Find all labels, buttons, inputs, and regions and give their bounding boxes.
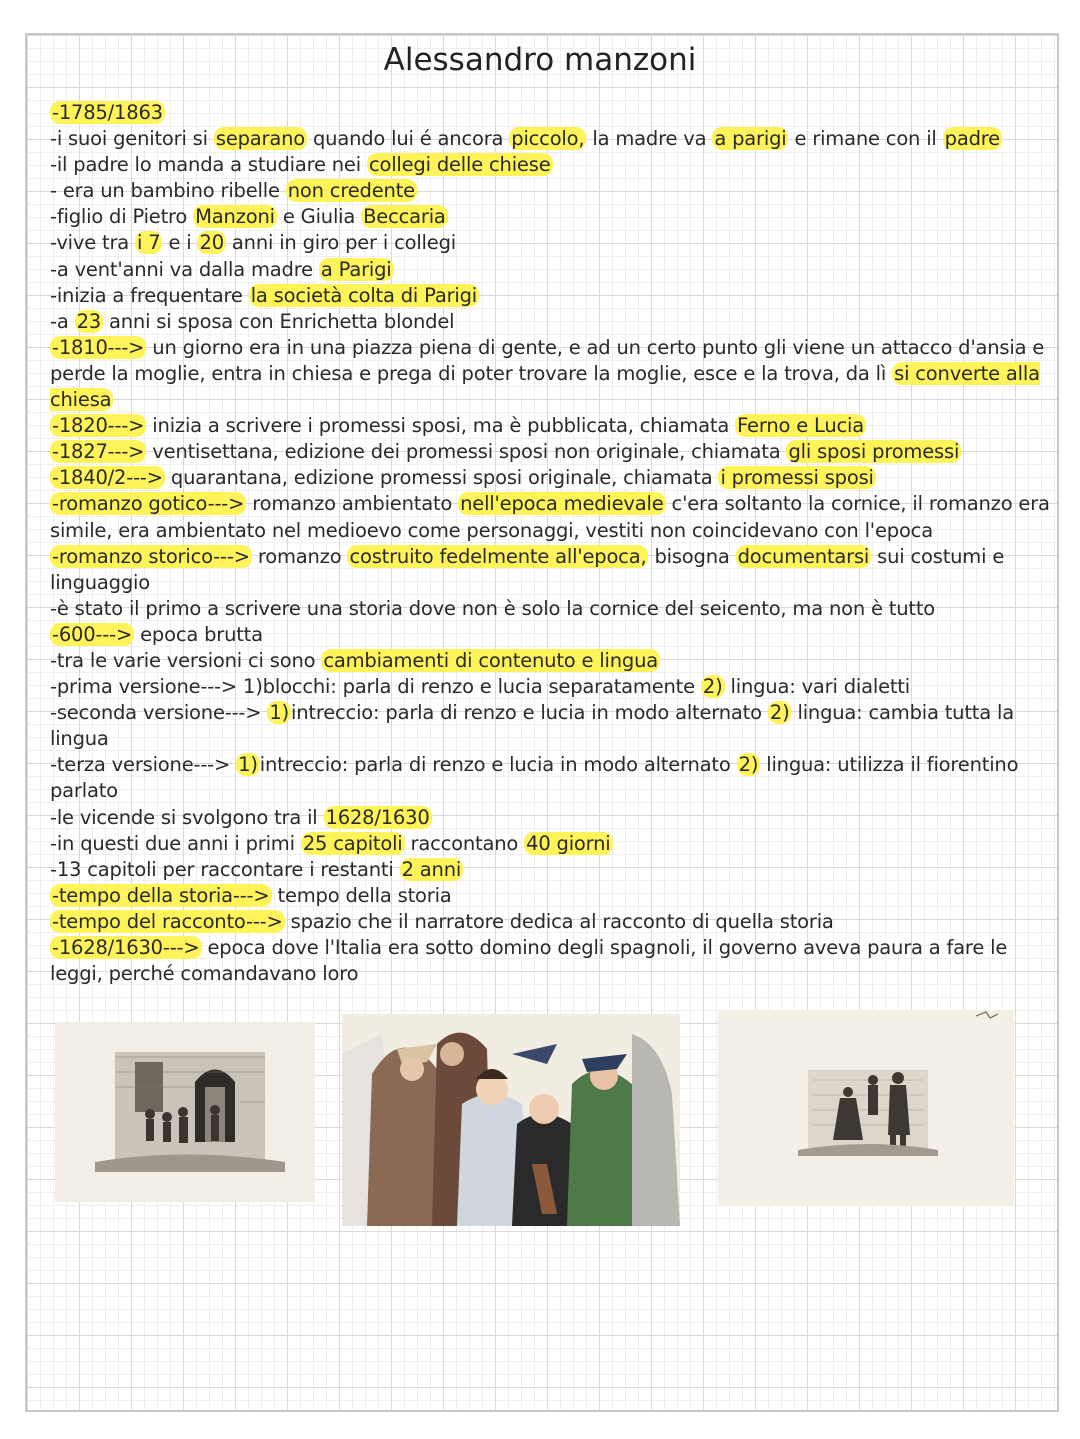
note-text: -terza versione--->	[50, 753, 237, 777]
note-line	[50, 100, 1050, 126]
note-line	[50, 178, 1050, 204]
note-line	[50, 152, 1050, 178]
note-text: intreccio: parla di renzo e lucia in modo alternato	[259, 753, 737, 777]
highlighted-text: padre	[944, 127, 1000, 151]
note-line	[50, 257, 1050, 283]
note-text: tempo della storia	[271, 883, 452, 907]
highlighted-text: -1840/2--->	[52, 466, 163, 490]
note-line	[50, 283, 1050, 309]
highlighted-text: 40 giorni	[526, 831, 611, 855]
highlighted-text: i promessi sposi	[720, 466, 874, 490]
note-text: ventisettana, edizione dei promessi sposi non originale, chiamata	[146, 440, 787, 464]
highlighted-text: 20	[199, 231, 224, 255]
note-text: la madre va	[586, 127, 713, 151]
note-line	[50, 857, 1050, 883]
highlighted-text: Beccaria	[363, 205, 446, 229]
engraving-street-scene-icon	[55, 1022, 315, 1202]
note-line	[50, 752, 1050, 804]
note-text: - era un bambino ribelle	[50, 179, 286, 203]
highlighted-text: -tempo del racconto--->	[52, 909, 283, 933]
highlighted-text: la società colta di Parigi	[250, 283, 478, 307]
illustration-watercolor-crowd	[342, 1014, 680, 1226]
highlighted-text: non credente	[287, 179, 415, 203]
note-line	[50, 700, 1050, 752]
highlighted-text: cambiamenti di contenuto e lingua	[323, 648, 658, 672]
note-text: -prima versione---> 1)blocchi: parla di renzo e lucia separatamente	[50, 675, 701, 699]
note-line	[50, 909, 1050, 935]
note-line	[50, 544, 1050, 596]
note-text: lingua: utilizza il fiorentino parlato	[50, 753, 1019, 803]
note-line	[50, 648, 1050, 674]
note-line	[50, 805, 1050, 831]
note-line	[50, 465, 1050, 491]
illustration-couple-scene	[718, 1010, 1014, 1206]
note-text: inizia a scrivere i promessi sposi, ma è pubblicata, chiamata	[146, 414, 736, 438]
note-text: -13 capitoli per raccontare i restanti	[50, 857, 400, 881]
note-line	[50, 230, 1050, 256]
highlighted-text: separano	[215, 127, 305, 151]
note-text: -i suoi genitori si	[50, 127, 214, 151]
note-text: romanzo ambientato	[246, 492, 459, 516]
highlighted-text: -1820--->	[52, 414, 145, 438]
note-text: -è stato il primo a scrivere una storia dove non è solo la cornice del seicento, ma non è tutto	[50, 596, 936, 620]
note-text: c'era soltanto la cornice, il romanzo era simile, era ambientato nel medioevo come personaggi, vestiti non coincidevano con l'epoca	[50, 492, 1050, 542]
note-text: epoca dove l'Italia era sotto domino degli spagnoli, il governo aveva paura a fare le leggi, perché comandavano loro	[50, 936, 1008, 986]
note-text: quando lui é ancora	[307, 127, 510, 151]
highlighted-text: 2 anni	[401, 857, 462, 881]
highlighted-text: documentarsi	[737, 544, 870, 568]
note-text: un giorno era in una piazza piena di gente, e ad un certo punto gli viene un attacco d'ansia e perde la moglie, entra in chiesa e prega di poter trovare la moglie, esce e la trova, da lì	[50, 335, 1045, 385]
note-line	[50, 622, 1050, 648]
note-text: -inizia a frequentare	[50, 283, 249, 307]
note-text: sui costumi e linguaggio	[50, 544, 1005, 594]
highlighted-text: -1628/1630--->	[52, 936, 200, 959]
note-text: -a vent'anni va dalla madre	[50, 257, 319, 281]
watercolor-crowd-icon	[342, 1014, 680, 1226]
highlighted-text: nell'epoca medievale	[460, 492, 664, 516]
note-line	[50, 491, 1050, 543]
note-text: -tra le varie versioni ci sono	[50, 648, 322, 672]
highlighted-text: collegi delle chiese	[368, 153, 551, 177]
note-text: raccontano	[404, 831, 525, 855]
note-text: anni in giro per i collegi	[225, 231, 456, 255]
highlighted-text: 2)	[769, 701, 790, 725]
highlighted-text: piccolo,	[511, 127, 585, 151]
highlighted-text: si converte alla chiesa	[50, 361, 1040, 412]
notes-body	[50, 100, 1050, 987]
highlighted-text: -tempo della storia--->	[52, 883, 270, 907]
highlighted-text: a parigi	[714, 127, 787, 151]
highlighted-text: Ferno e Lucia	[737, 414, 864, 438]
note-text: spazio che il narratore dedica al racconto di quella storia	[284, 909, 834, 933]
highlighted-text: 23	[76, 309, 102, 333]
highlighted-text: 1)	[269, 701, 290, 725]
highlighted-text: 2)	[702, 675, 723, 699]
highlighted-text: 2)	[738, 753, 759, 777]
note-text: lingua: cambia tutta la lingua	[50, 701, 1014, 751]
highlighted-text: costruito fedelmente all'epoca,	[349, 544, 647, 568]
highlighted-text: -romanzo gotico--->	[52, 492, 245, 516]
note-text: -vive tra	[50, 231, 136, 255]
highlighted-text: 1628/1630	[325, 805, 430, 829]
highlighted-text: Manzoni	[195, 205, 275, 229]
highlighted-text: 25 capitoli	[302, 831, 403, 855]
highlighted-text: 1)	[238, 753, 258, 777]
note-text: e rimane con il	[788, 127, 943, 151]
note-text: epoca brutta	[134, 622, 263, 646]
note-line	[50, 335, 1050, 413]
note-text: quarantana, edizione promessi sposi originale, chiamata	[164, 466, 719, 490]
note-line	[50, 674, 1050, 700]
note-text: -in questi due anni i primi	[50, 831, 301, 855]
note-text: romanzo	[251, 544, 348, 568]
highlighted-text: a Parigi	[320, 257, 392, 281]
note-line	[50, 309, 1050, 335]
note-line	[50, 883, 1050, 909]
highlighted-text: i 7	[137, 231, 161, 255]
note-text: bisogna	[648, 544, 736, 568]
highlighted-text: -romanzo storico--->	[52, 544, 250, 568]
note-line	[50, 204, 1050, 230]
highlighted-text: gli sposi promessi	[788, 440, 960, 464]
note-line	[50, 935, 1050, 987]
highlighted-text: -1810--->	[52, 335, 145, 359]
note-line	[50, 126, 1050, 152]
page-title: Alessandro manzoni	[383, 42, 697, 78]
illustration-street-scene	[55, 1022, 315, 1202]
note-line	[50, 596, 1050, 622]
note-line	[50, 413, 1050, 439]
note-text: -le vicende si svolgono tra il	[50, 805, 324, 829]
note-text: -figlio di Pietro	[50, 205, 194, 229]
highlighted-text: -1785/1863	[52, 101, 163, 124]
note-text: -seconda versione--->	[50, 701, 268, 725]
highlighted-text: -1827--->	[52, 440, 145, 464]
note-line	[50, 831, 1050, 857]
note-text: lingua: vari dialetti	[724, 675, 910, 699]
engraving-couple-scene-icon	[718, 1010, 1014, 1206]
note-text: e i	[162, 231, 198, 255]
note-text: anni si sposa con Enrichetta blondel	[103, 309, 455, 333]
note-text: -il padre lo manda a studiare nei	[50, 153, 367, 177]
note-text: -a	[50, 309, 75, 333]
note-text: intreccio: parla di renzo e lucia in modo alternato	[291, 701, 768, 725]
note-line	[50, 439, 1050, 465]
note-text: e Giulia	[276, 205, 362, 229]
highlighted-text: -600--->	[52, 622, 133, 646]
